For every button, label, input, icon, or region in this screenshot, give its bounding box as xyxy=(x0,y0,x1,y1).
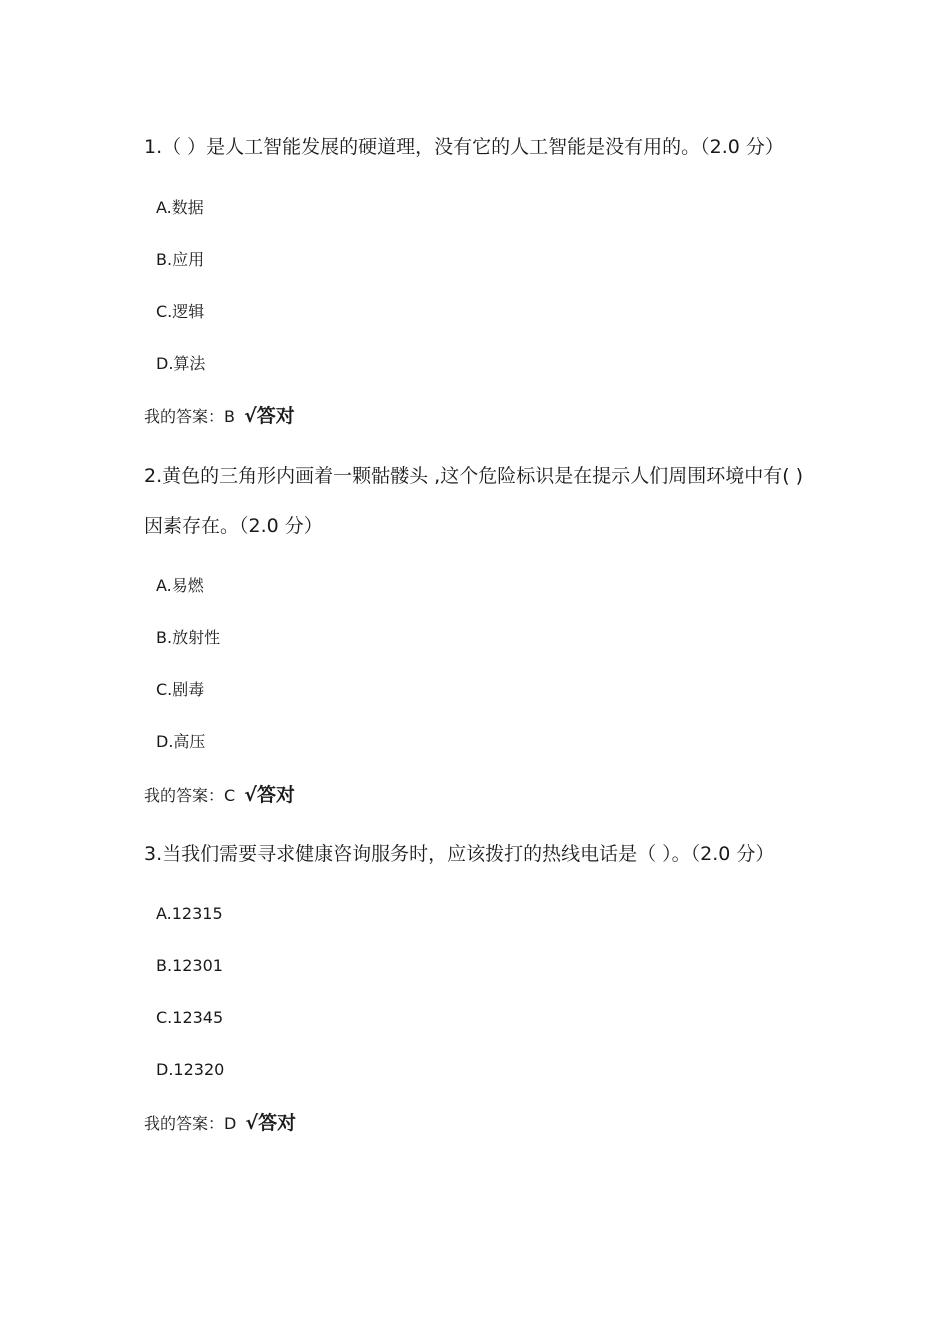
question-3-stem: 3.当我们需要寻求健康咨询服务时，应该拨打的热线电话是（ ）。（2.0 分） xyxy=(144,843,775,865)
question-2-option-d: D.高压 xyxy=(156,732,206,751)
question-1-option-a: A.数据 xyxy=(156,198,204,217)
question-1-answer xyxy=(144,404,295,429)
question-3-option-b: B.12301 xyxy=(156,956,223,975)
question-3-option-a: A.12315 xyxy=(156,904,223,923)
question-2-option-c: C.剧毒 xyxy=(156,680,205,699)
answer-label: 我的答案：C xyxy=(144,786,236,805)
checkmark-icon: √ xyxy=(244,405,257,427)
question-2-option-a: A.易燃 xyxy=(156,576,204,595)
answer-verdict: 答对 xyxy=(256,784,295,806)
question-1-option-b: B.应用 xyxy=(156,250,205,269)
checkmark-icon: √ xyxy=(244,784,257,806)
question-1-option-c: C.逻辑 xyxy=(156,302,205,321)
question-1-stem: 1.（ ）是人工智能发展的硬道理，没有它的人工智能是没有用的。（2.0 分） xyxy=(144,136,784,158)
question-3-option-d: D.12320 xyxy=(156,1060,225,1079)
question-2-option-b: B.放射性 xyxy=(156,628,221,647)
answer-verdict: 答对 xyxy=(256,405,295,427)
checkmark-icon: √ xyxy=(245,1112,259,1134)
question-3-answer xyxy=(144,1111,296,1136)
answer-label: 我的答案：D xyxy=(144,1114,237,1133)
question-2-stem-line-1: 2.黄色的三角形内画着一颗骷髅头 ,这个危险标识是在提示人们周围环境中有( ) xyxy=(144,465,804,487)
question-1-option-d: D.算法 xyxy=(156,354,206,373)
question-2-stem-line-2: 因素存在。（2.0 分） xyxy=(144,515,323,537)
question-2-answer xyxy=(144,783,295,808)
question-3-option-c: C.12345 xyxy=(156,1008,224,1027)
answer-label: 我的答案：B xyxy=(144,407,235,426)
answer-verdict: 答对 xyxy=(258,1112,297,1134)
